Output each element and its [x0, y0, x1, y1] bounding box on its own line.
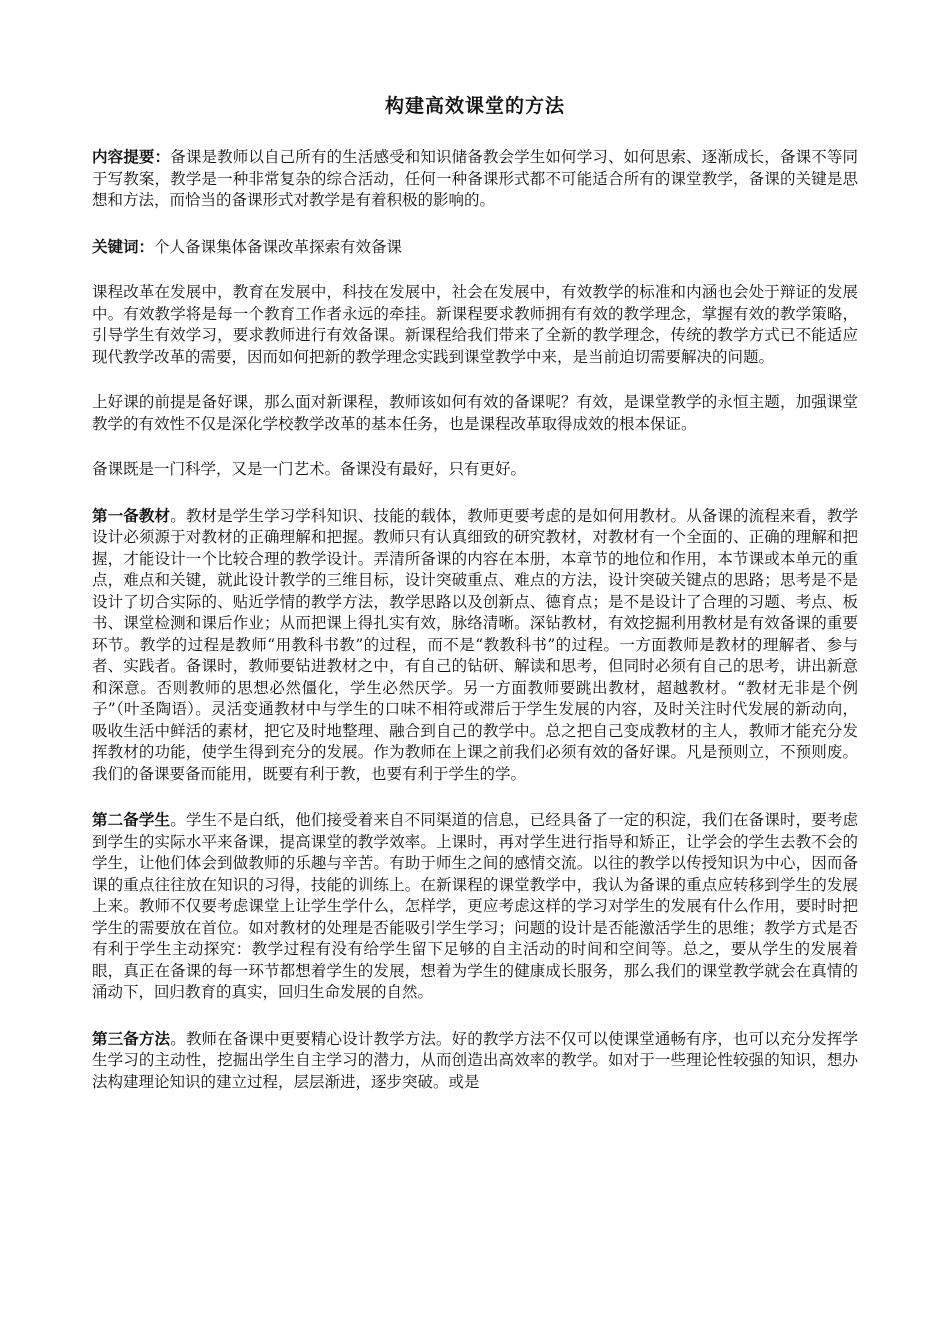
body-paragraph-1: 课程改革在发展中，教育在发展中，科技在发展中，社会在发展中，有效教学的标准和内涵也会处于辩证的发展中。有效教学将是每一个教育工作者永远的牵挂。新课程要求教师拥有有效的教学理念，掌握有效的教学策略，引导学生有效学习，要求教师进行有效备课。新课程给我们带来了全新的教学理念，传统的教学方式已不能适应现代教学改革的需要，因而如何把新的教学理念实践到课堂教学中来，是当前迫切需要解决的问题。	[92, 283, 858, 366]
section-methods-text: 。教师在备课中更要精心设计教学方法。好的教学方法不仅可以使课堂通畅有序，也可以充分发挥学生学习的主动性，挖掘出学生自主学习的潜力，从而创造出高效率的教学。如对于一些理论性较强的知识，想办法构建理论知识的建立过程，层层渐进，逐步突破。或是	[92, 1029, 858, 1091]
section-textbook	[92, 505, 858, 786]
document-title: 构建高效课堂的方法	[384, 95, 565, 117]
document-page	[92, 92, 858, 1093]
section-methods	[92, 1028, 858, 1094]
abstract-paragraph	[92, 146, 858, 212]
body-paragraph-2: 上好课的前提是备好课，那么面对新课程，教师该如何有效的备课呢？有效，是课堂教学的永恒主题，加强课堂教学的有效性不仅是深化学校教学改革的基本任务，也是课程改革取得成效的根本保证。	[92, 393, 858, 433]
section-textbook-label: 第一备教材	[92, 505, 171, 525]
abstract-text: 备课是教师以自己所有的生活感受和知识储备教会学生如何学习、如何思索、逐渐成长，备课不等同于写教案，教学是一种非常复杂的综合活动，任何一种备课形式都不可能适合所有的课堂教学，备课的关键是思想和方法，而恰当的备课形式对教学是有着积极的影响的。	[92, 148, 858, 209]
keywords-paragraph	[92, 236, 858, 259]
keywords-label: 关键词：	[92, 236, 155, 256]
section-students-text: 。学生不是白纸，他们接受着来自不同渠道的信息，已经具备了一定的积淀，我们在备课时，要考虑到学生的实际水平来备课，提高课堂的教学效率。上课时，再对学生进行指导和矫正，让学会的学生去教不会的学生，让他们体会到做教师的乐趣与辛苦。有助于师生之间的感情交流。以往的教学以传授知识为中心，因而备课的重点往往放在知识的习得，技能的训练上。在新课程的课堂教学中，我认为备课的重点应转移到学生的发展上来。教师不仅要考虑课堂上让学生学什么，怎样学，更应考虑这样的学习对学生的发展有什么作用，要时时把学生的需要放在首位。如对教材的处理是否能吸引学生学习；问题的设计是否能激活学生的思维；教学方式是否有利于学生主动探究：教学过程有没有给学生留下足够的自主活动的时间和空间等。总之，要从学生的发展着眼，真正在备课的每一环节都想着学生的发展，想着为学生的健康成长服务，那么我们的课堂教学就会在真情的涌动下，回归教育的真实，回归生命发展的自然。	[92, 811, 858, 1001]
body-paragraph-3: 备课既是一门科学，又是一门艺术。备课没有最好，只有更好。	[92, 460, 527, 478]
section-students-label: 第二备学生	[92, 810, 171, 829]
abstract-label: 内容提要：	[92, 147, 171, 166]
section-methods-label: 第三备方法	[92, 1028, 171, 1048]
keywords-text: 个人备课集体备课改革探索有效备课	[154, 237, 403, 256]
section-textbook-text: 。教材是学生学习学科知识、技能的载体，教师更要考虑的是如何用教材。从备课的流程来看，教学设计必须源于对教材的正确理解和把握。教师只有认真细致的研究教材，对教材有一个全面的、正确的理解和把握，才能设计一个比较合理的教学设计。弄清所备课的内容在本册，本章节的地位和作用，本节课或本单元的重点，难点和关键，就此设计教学的三维目标，设计突破重点、难点的方法，设计突破关键点的思路；思考是不是设计了切合实际的、贴近学情的教学方法，教学思路以及创新点、德育点；是不是设计了合理的习题、考点、板书、课堂检测和课后作业；从而把课上得扎实有效，脉络清晰。深钻教材，有效挖掘利用教材是有效备课的重要环节。教学的过程是教师“用教科书教”的过程，而不是“教教科书”的过程。一方面教师是教材的理解者、参与者、实践者。备课时，教师要钻进教材之中，有自己的钻研、解读和思考，但同时必须有自己的思考，讲出新意和深意。否则教师的思想必然僵化，学生必然厌学。另一方面教师要跳出教材，超越教材。“教材无非是个例子”（叶圣陶语）。灵活变通教材中与学生的口味不相符或滞后于学生发展的内容，及时关注时代发展的新动向，吸收生活中鲜活的素材，把它及时地整理、融合到自己的教学中。总之把自己变成教材的主人，教师才能充分发挥教材的功能，使学生得到充分的发展。作为教师在上课之前我们必须有效的备好课。凡是预则立，不预则废。我们的备课要备而能用，既要有利于教，也要有利于学生的学。	[92, 506, 858, 783]
section-students	[92, 809, 858, 1004]
